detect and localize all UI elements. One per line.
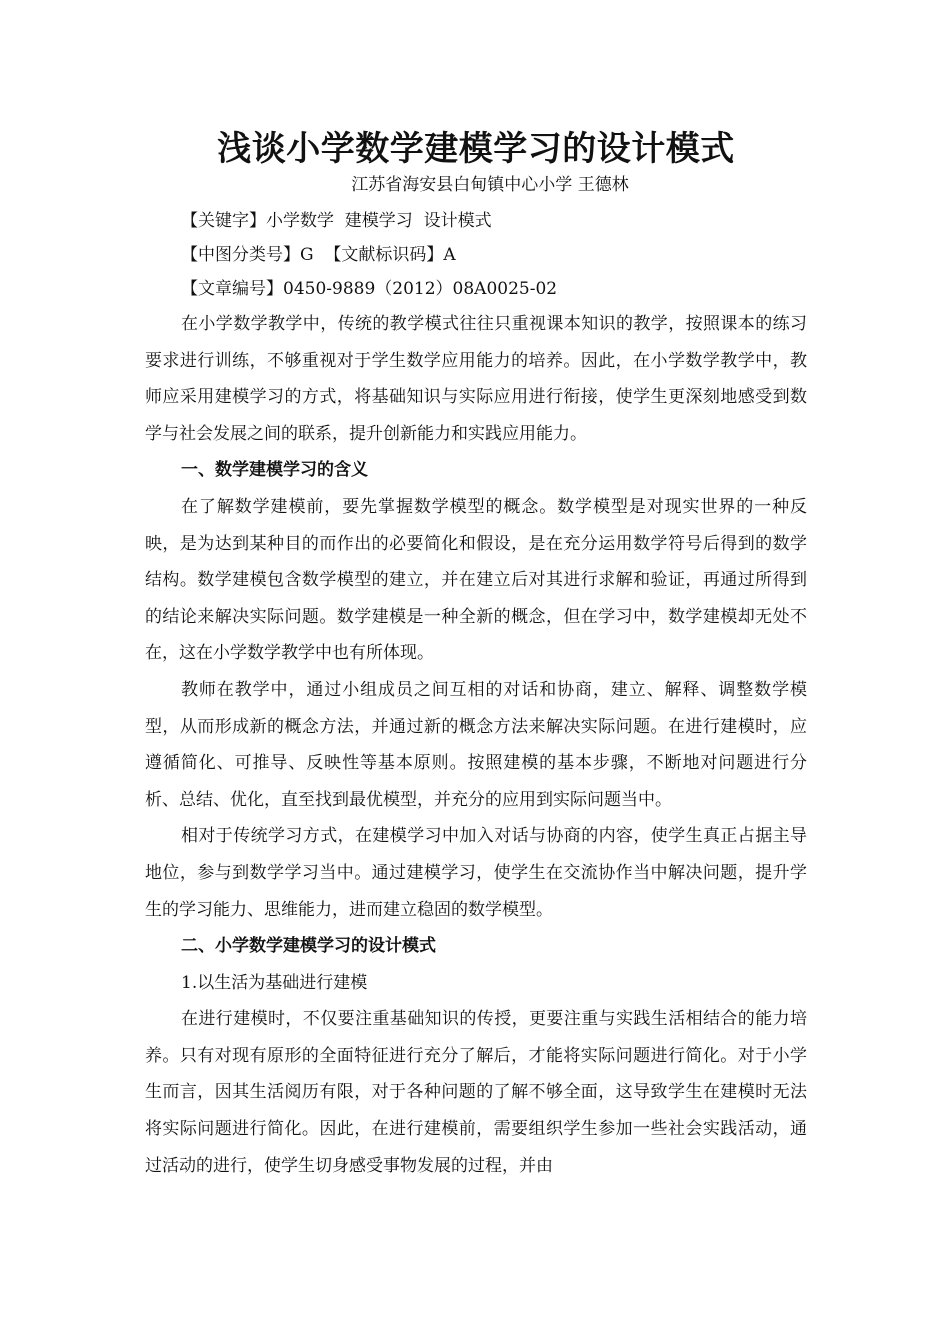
- section-1-paragraph-3: 相对于传统学习方式，在建模学习中加入对话与协商的内容，使学生真正占据主导地位，参与到数学学习当中。通过建模学习，使学生在交流协作当中解决问题，提升学生的学习能力、思维能力，进而建立稳固的数学模型。: [145, 826, 807, 920]
- intro-paragraph: 在小学数学教学中，传统的教学模式往往只重视课本知识的教学，按照课本的练习要求进行训练，不够重视对于学生数学应用能力的培养。因此，在小学数学教学中，教师应采用建模学习的方式，将基础知识与实际应用进行衔接，使学生更深刻地感受到数学与社会发展之间的联系，提升创新能力和实践应用能力。: [145, 314, 807, 444]
- classification-line: [145, 238, 807, 272]
- article-title: 浅谈小学数学建模学习的设计模式: [217, 129, 735, 169]
- section-1-paragraph-1: 在了解数学建模前，要先掌握数学模型的概念。数学模型是对现实世界的一种反映，是为达到某种目的而作出的必要简化和假设，是在充分运用数学符号后得到的数学结构。数学建模包含数学模型的建立，并在建立后对其进行求解和验证，再通过所得到的结论来解决实际问题。数学建模是一种全新的概念，但在学习中，数学建模却无处不在，这在小学数学教学中也有所体现。: [145, 496, 807, 664]
- classification-text: 【中图分类号】G 【文献标识码】A: [181, 245, 456, 265]
- article-number-text: 【文章编号】0450-9889（2012）08A0025-02: [181, 279, 558, 299]
- keywords-text: 【关键字】小学数学 建模学习 设计模式: [181, 211, 492, 231]
- section-2-paragraph-1: 在进行建模时，不仅要注重基础知识的传授，更要注重与实践生活相结合的能力培养。只有对现有原形的全面特征进行充分了解后，才能将实际问题进行简化。对于小学生而言，因其生活阅历有限，对于各种问题的了解不够全面，这导致学生在建模时无法将实际问题进行简化。因此，在进行建模前，需要组织学生参加一些社会实践活动，通过活动的进行，使学生切身感受事物发展的过程，并由: [145, 1009, 807, 1176]
- article-author: 江苏省海安县白甸镇中心小学 王德林: [351, 175, 629, 195]
- article-number-line: [145, 272, 807, 306]
- section-2-heading: 二、小学数学建模学习的设计模式: [181, 936, 436, 957]
- keywords-line: [145, 204, 807, 238]
- section-1-heading: 一、数学建模学习的含义: [181, 460, 368, 481]
- section-2-subheading-1: 1.以生活为基础进行建模: [181, 972, 368, 993]
- document-page: [145, 126, 807, 1184]
- section-1-paragraph-2: 教师在教学中，通过小组成员之间互相的对话和协商，建立、解释、调整数学模型，从而形成新的概念方法，并通过新的概念方法来解决实际问题。在进行建模时，应遵循简化、可推导、反映性等基本原则。按照建模的基本步骤，不断地对问题进行分析、总结、优化，直至找到最优模型，并充分的应用到实际问题当中。: [145, 679, 807, 810]
